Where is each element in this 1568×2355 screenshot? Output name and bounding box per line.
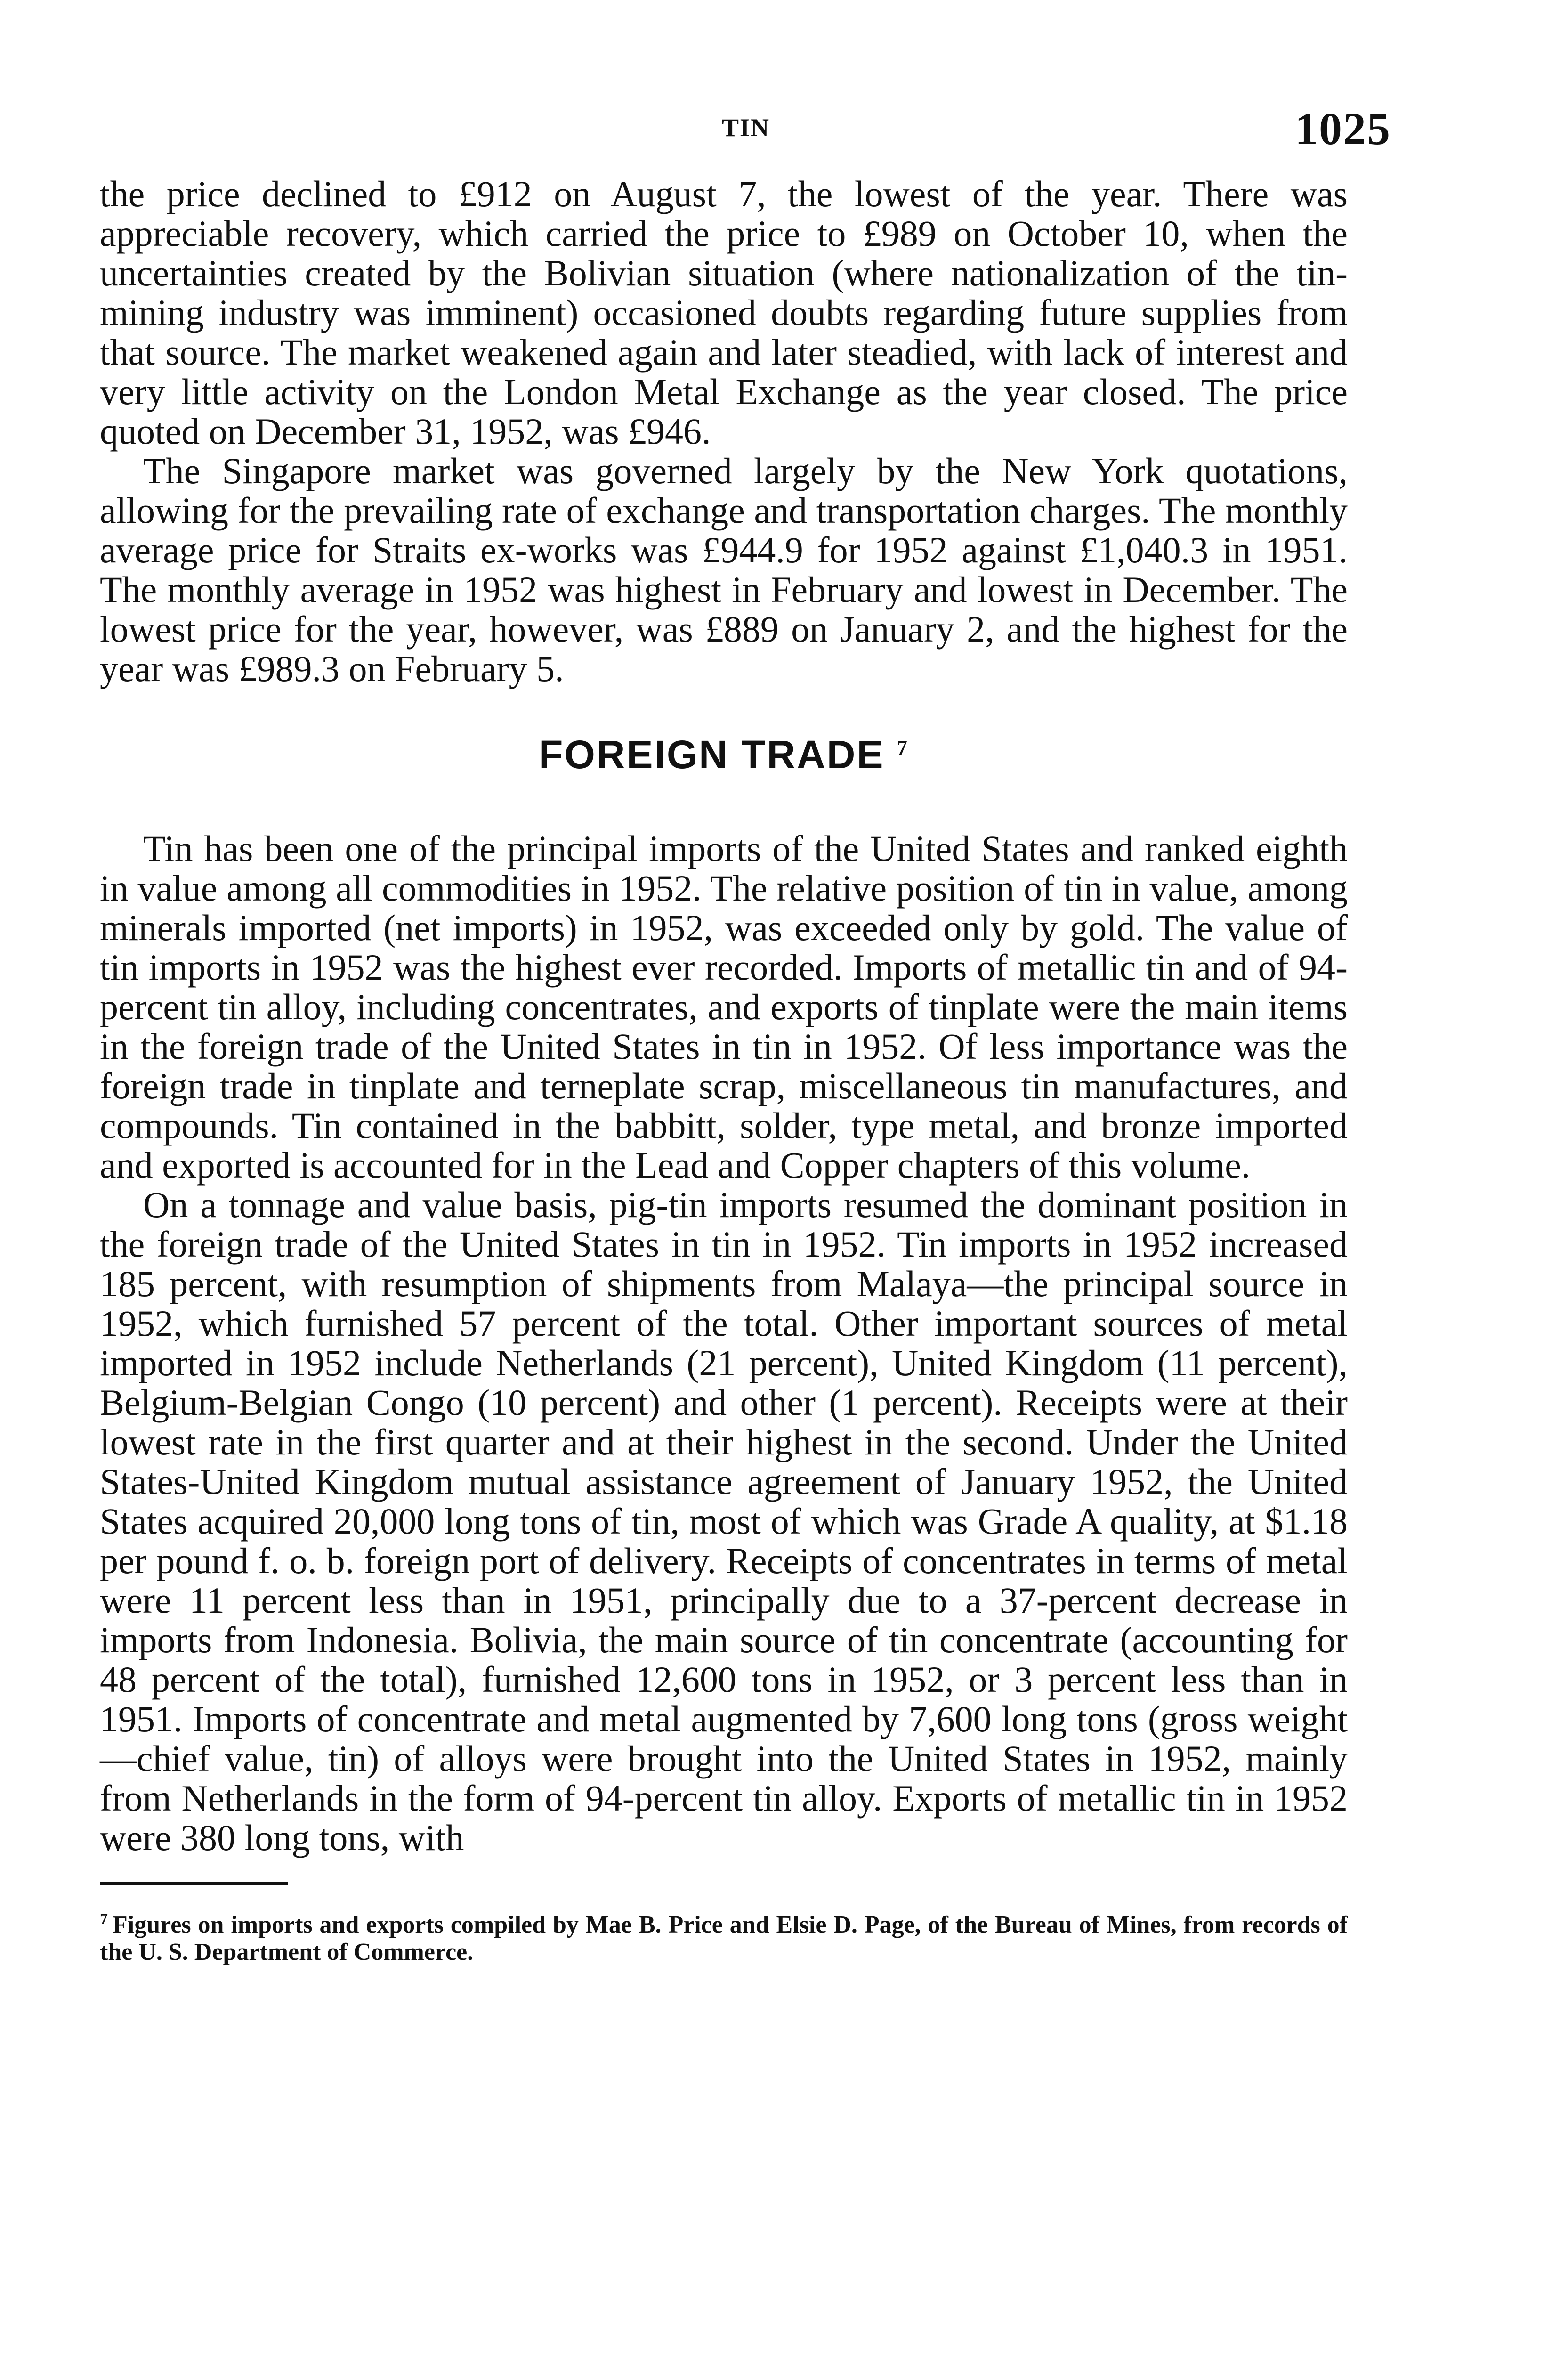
page-content — [100, 174, 1348, 1966]
page-number: 1025 — [1295, 104, 1391, 154]
footnote-divider — [100, 1882, 288, 1885]
section-heading — [100, 731, 1348, 778]
footnote-text: Figures on imports and exports compiled by Mae B. Price and Elsie D. Page, of the Bureau of Mines, from records of the U. S. Department of Commerce. — [100, 1911, 1348, 1965]
running-header — [101, 103, 1391, 154]
footnote — [100, 1911, 1348, 1966]
body-paragraph: the price declined to £912 on August 7, the lowest of the year. There was appreciable recovery, which carried the price to £989 on October 10, when the uncertainties created by the Bolivian situation (where nationalization of the tin-mining industry was imminent) occasioned doubts regarding future supplies from that source. The market weakened again and later steadied, with lack of interest and very little activity on the London Metal Exchange as the year closed. The price quoted on December 31, 1952, was £946. — [100, 173, 1348, 452]
body-paragraph: The Singapore market was governed largely by the New York quotations, allowing for the prevailing rate of exchange and transportation charges. The monthly average price for Straits ex-works was £944.9 for 1952 against £1,040.3 in 1951. The monthly average in 1952 was highest in February and lowest in December. The lowest price for the year, however, was £889 on January 2, and the highest for the year was £989.3 on February 5. — [100, 450, 1348, 689]
body-paragraph: Tin has been one of the principal imports of the United States and ranked eighth in value among all commodities in 1952. The relative position of tin in value, among minerals imported (net imports) in 1952, was exceeded only by gold. The value of tin imports in 1952 was the highest ever recorded. Imports of metallic tin and of 94-percent tin alloy, including concentrates, and exports of tinplate were the main items in the foreign trade of the United States in tin in 1952. Of less importance was the foreign trade in tinplate and terneplate scrap, miscellaneous tin manufactures, and compounds. Tin contained in the babbitt, solder, type metal, and bronze imported and exported is accounted for in the Lead and Copper chapters of this volume. — [100, 828, 1348, 1186]
footnote-reference: 7 — [897, 736, 909, 759]
section-heading-text: FOREIGN TRADE — [539, 732, 885, 777]
running-title: TIN — [721, 114, 770, 142]
body-paragraph: On a tonnage and value basis, pig-tin imports resumed the dominant position in the foreign trade of the United States in tin in 1952. Tin imports in 1952 increased 185 percent, with resumption of shipments from Malaya—the principal source in 1952, which furnished 57 percent of the total. Other important sources of metal imported in 1952 include Netherlands (21 percent), United Kingdom (11 percent), Belgium-Belgian Congo (10 percent) and other (1 percent). Receipts were at their lowest rate in the first quarter and at their highest in the second. Under the United States-United Kingdom mutual assistance agreement of January 1952, the United States acquired 20,000 long tons of tin, most of which was Grade A quality, at $1.18 per pound f. o. b. foreign port of delivery. Receipts of concentrates in terms of metal were 11 percent less than in 1951, principally due to a 37-percent decrease in imports from Indonesia. Bolivia, the main source of tin concentrate (accounting for 48 percent of the total), furnished 12,600 tons in 1952, or 3 percent less than in 1951. Imports of concentrate and metal augmented by 7,600 long tons (gross weight—chief value, tin) of alloys were brought into the United States in 1952, mainly from Netherlands in the form of 94-percent tin alloy. Exports of metallic tin in 1952 were 380 long tons, with — [100, 1184, 1348, 1858]
footnote-marker: 7 — [100, 1910, 108, 1928]
